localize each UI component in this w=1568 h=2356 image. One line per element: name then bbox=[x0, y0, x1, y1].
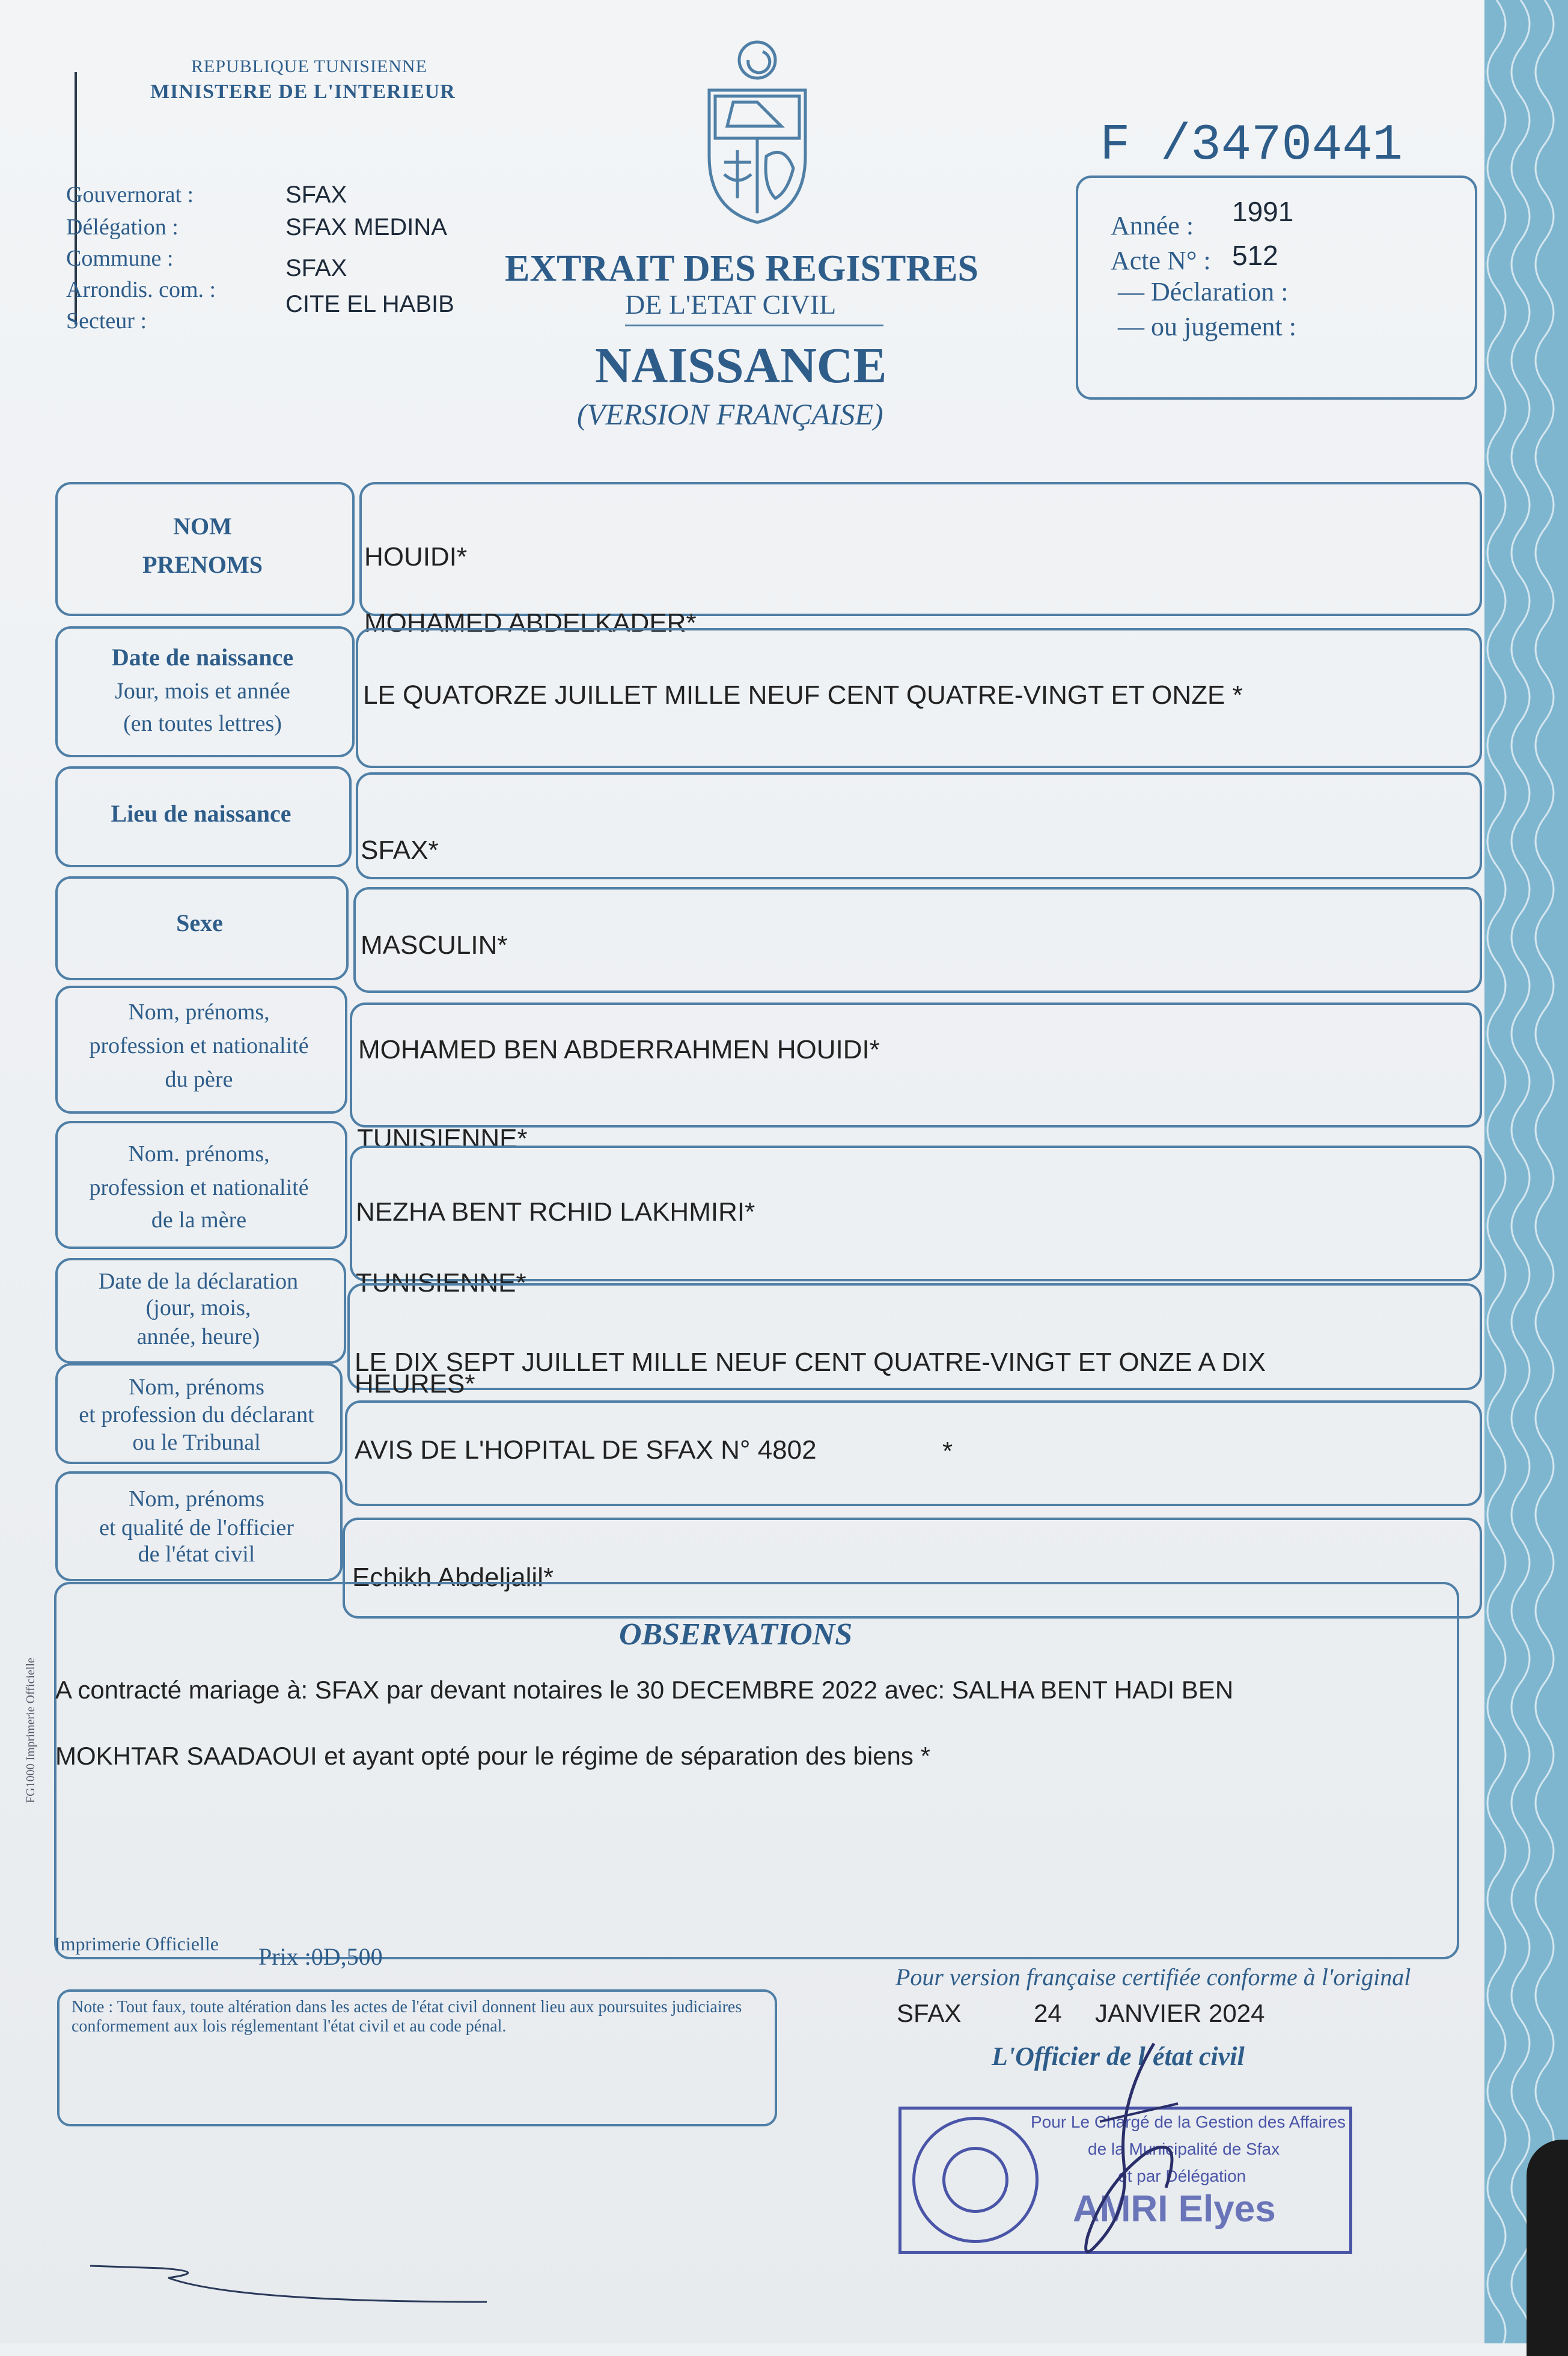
acte-value: 512 bbox=[1232, 240, 1278, 271]
sexe-label: Sexe bbox=[176, 909, 223, 936]
prix-label: Prix :0D,500 bbox=[258, 1943, 383, 1970]
municipality-seal-inner bbox=[942, 2147, 1008, 2213]
mere-nationalite: TUNISIENNE* bbox=[356, 1268, 526, 1298]
mere-label-1: Nom. prénoms, bbox=[128, 1141, 270, 1167]
title-divider bbox=[625, 325, 883, 326]
gouvernorat-label: Gouvernorat : bbox=[66, 182, 194, 207]
stamp-line2: de la Municipalité de Sfax bbox=[1088, 2140, 1280, 2158]
annee-value: 1991 bbox=[1232, 196, 1294, 227]
bottom-pen-mark bbox=[90, 2260, 511, 2314]
side-print-code: FG1000 Imprimerie Officielle bbox=[24, 1658, 37, 1803]
mere-value: NEZHA BENT RCHID LAKHMIRI* bbox=[356, 1197, 755, 1227]
coat-of-arms-emblem bbox=[691, 36, 823, 228]
officier-value: Echikh Abdeljalil* bbox=[352, 1563, 554, 1592]
pere-label-2: profession et nationalité bbox=[89, 1033, 309, 1058]
naissance-heading: NAISSANCE bbox=[595, 338, 887, 394]
legal-note-text: Note : Tout faux, toute altération dans les actes de l'état civil donnent lieu aux poursuites judiciaires conformement aux lois réglementant l'état civil et au code pénal. bbox=[72, 1998, 742, 2036]
gouvernorat-value: SFAX bbox=[285, 182, 347, 208]
value-box-lieu bbox=[356, 772, 1482, 879]
prenoms-label: PRENOMS bbox=[142, 551, 263, 578]
declaration-value-line1: LE DIX SEPT JUILLET MILLE NEUF CENT QUATRE-VINGT ET ONZE A DIX bbox=[355, 1347, 1266, 1377]
date-label-2: Jour, mois et année bbox=[115, 679, 290, 704]
observations-title: OBSERVATIONS bbox=[619, 1617, 853, 1652]
issue-day: 24 bbox=[1034, 1999, 1062, 2027]
arrondis-value: CITE EL HABIB bbox=[285, 291, 454, 317]
commune-label: Commune : bbox=[66, 246, 174, 271]
nom-value: HOUIDI* bbox=[364, 542, 468, 572]
stamp-line1: Pour Le Chargé de la Gestion des Affaires bbox=[1031, 2113, 1346, 2131]
declarant-label-3: ou le Tribunal bbox=[132, 1430, 261, 1455]
republique-label: REPUBLIQUE TUNISIENNE bbox=[191, 56, 427, 76]
issue-month-year: JANVIER 2024 bbox=[1095, 1999, 1265, 2027]
decl-label-1: Date de la déclaration bbox=[98, 1269, 299, 1294]
pere-label-1: Nom, prénoms, bbox=[128, 999, 270, 1025]
serial-number: F /3470441 bbox=[1100, 117, 1403, 174]
date-label-1: Date de naissance bbox=[111, 644, 294, 671]
stamp-line3: et par Délégation bbox=[1118, 2167, 1246, 2185]
value-box-nom bbox=[359, 482, 1482, 616]
pere-nationalite: TUNISIENNE* bbox=[357, 1124, 528, 1153]
prenoms-value: MOHAMED ABDELKADER* bbox=[364, 608, 697, 638]
acte-label: Acte N° : bbox=[1111, 246, 1211, 275]
ministere-label: MINISTERE DE L'INTERIEUR bbox=[150, 81, 456, 103]
document-subtitle: DE L'ETAT CIVIL bbox=[625, 289, 837, 320]
certification-text: Pour version française certifiée conforme à l'original bbox=[895, 1964, 1411, 1991]
jugement-label: — ou jugement : bbox=[1118, 312, 1296, 341]
decl-label-3: année, heure) bbox=[136, 1324, 260, 1349]
paper-edge-security-border bbox=[1484, 0, 1568, 2343]
dark-background-corner bbox=[1527, 2140, 1568, 2356]
lieu-label: Lieu de naissance bbox=[111, 800, 291, 827]
handwritten-signature bbox=[1058, 2031, 1208, 2272]
secteur-label: Secteur : bbox=[66, 308, 147, 334]
officier-signature-title: L'Officier de l'état civil bbox=[992, 2042, 1245, 2071]
value-box-sexe bbox=[353, 887, 1482, 993]
declarant-value: AVIS DE L'HOPITAL DE SFAX N° 4802 bbox=[355, 1435, 817, 1465]
lieu-value: SFAX* bbox=[361, 835, 439, 865]
observations-line1: A contracté mariage à: SFAX par devant notaires le 30 DECEMBRE 2022 avec: SALHA BENT HADI BEN bbox=[55, 1676, 1234, 1704]
pere-label-3: du père bbox=[165, 1067, 233, 1092]
mere-label-3: de la mère bbox=[151, 1207, 247, 1233]
arrondis-label: Arrondis. com. : bbox=[66, 277, 216, 302]
imprimerie-label: Imprimerie Officielle bbox=[54, 1933, 219, 1955]
issue-place: SFAX bbox=[897, 1999, 962, 2027]
commune-value: SFAX bbox=[285, 255, 347, 281]
date-value: LE QUATORZE JUILLET MILLE NEUF CENT QUATRE-VINGT ET ONZE * bbox=[363, 680, 1243, 710]
declarant-label-2: et profession du déclarant bbox=[79, 1402, 314, 1427]
delegation-label: Délégation : bbox=[66, 215, 178, 240]
sexe-value: MASCULIN* bbox=[361, 930, 508, 960]
declarant-label-1: Nom, prénoms bbox=[129, 1375, 264, 1400]
observations-line2: MOKHTAR SAADAOUI et ayant opté pour le régime de séparation des biens * bbox=[55, 1742, 930, 1770]
officier-label-3: de l'état civil bbox=[138, 1542, 255, 1567]
decl-label-2: (jour, mois, bbox=[145, 1295, 251, 1320]
delegation-value: SFAX MEDINA bbox=[285, 214, 447, 240]
legal-note-box bbox=[57, 1989, 777, 2126]
mere-label-2: profession et nationalité bbox=[89, 1175, 309, 1200]
document-title: EXTRAIT DES REGISTRES bbox=[505, 248, 978, 289]
stamp-name: AMRI Elyes bbox=[1073, 2188, 1276, 2230]
version-francaise: (VERSION FRANÇAISE) bbox=[577, 397, 883, 431]
date-label-3: (en toutes lettres) bbox=[123, 711, 282, 736]
annee-label: Année : bbox=[1111, 211, 1194, 240]
pere-value: MOHAMED BEN ABDERRAHMEN HOUIDI* bbox=[358, 1035, 880, 1064]
declarant-star: * bbox=[942, 1436, 953, 1466]
officier-label-1: Nom, prénoms bbox=[129, 1486, 264, 1512]
declaration-value-line2: HEURES* bbox=[355, 1369, 475, 1399]
nom-label: NOM bbox=[173, 513, 232, 540]
value-box-pere bbox=[350, 1003, 1482, 1128]
officier-label-2: et qualité de l'officier bbox=[99, 1515, 294, 1540]
declaration-label: — Déclaration : bbox=[1118, 277, 1289, 307]
